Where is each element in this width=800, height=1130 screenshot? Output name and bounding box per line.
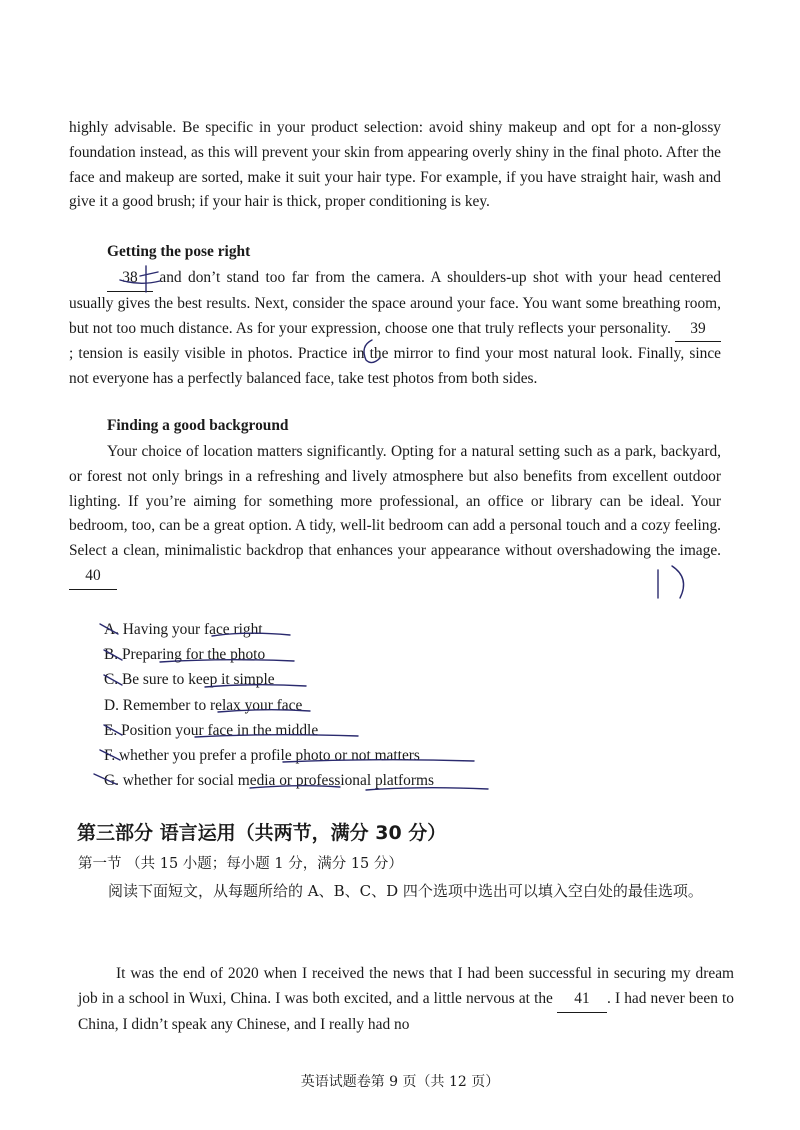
background-text: Your choice of location matters significantly. Opting for a natural setting such as a park, backyard, or forest not only brings in a refreshing and lively atmosphere but also benefits from excellent outdoor lighting. If you’re aiming for something more professional, an office or library can be ideal. Your bedroom, too, can be a great option. A tidy, well-lit bedroom can add a personal touch and a cozy feeling. Select a clean, minimalistic backdrop that enhances your appearance without overshadowing the image. bbox=[69, 443, 721, 560]
option-a[interactable]: A. Having your face right bbox=[104, 621, 263, 638]
background-paragraph bbox=[69, 440, 721, 590]
option-d[interactable]: D. Remember to relax your face bbox=[104, 696, 303, 714]
section1-title: 第一节 （共 15 小题；每小题 1 分，满分 15 分） bbox=[78, 856, 403, 872]
blank-39[interactable]: 39 bbox=[675, 317, 721, 343]
option-g[interactable]: G. whether for social media or professional platforms bbox=[104, 772, 434, 790]
blank-40[interactable]: 40 bbox=[69, 564, 117, 590]
options-list bbox=[104, 617, 434, 793]
pose-text-1: and don’t stand too far from the camera. A shoulders-up shot with your head centered usually gives the best results. Next, consider the space around your face. You want some breathing room, but not too much distance. As for your expression, choose one that truly reflects your personality. bbox=[69, 269, 721, 337]
blank-38[interactable]: 38 bbox=[107, 266, 153, 292]
part3-instruction: 阅读下面短文，从每题所给的 A、B、C、D 四个选项中选出可以填入空白处的最佳选项。 bbox=[108, 882, 703, 900]
intro-text: highly advisable. Be specific in your product selection: avoid shiny makeup and opt for a non-glossy foundation instead, as this will prevent your skin from appearing overly shiny in the final photo. After the face and makeup are sorted, make it suit your hair type. For example, if you have straight hair, wash and give it a good brush; if your hair is thick, proper conditioning is key. bbox=[69, 119, 721, 211]
option-e[interactable]: E. Position your face in the middle bbox=[104, 721, 319, 739]
intro-paragraph bbox=[69, 116, 721, 215]
pose-text-2: ; tension is easily visible in photos. Practice in the mirror to find your most natural look. Finally, since not everyone has a perfectly balanced face, take test photos from both sides. bbox=[69, 345, 721, 388]
pose-paragraph bbox=[69, 266, 721, 392]
heading-background: Finding a good background bbox=[107, 417, 289, 434]
story-text-1: It was the end of 2020 when I received the news that I had been successful in securing my dream job in a school in Wuxi, China. I was both excited, and a little nervous at the bbox=[78, 965, 734, 1007]
part3-title: 第三部分 语言运用（共两节，满分 30 分） bbox=[77, 822, 447, 844]
story-paragraph bbox=[78, 962, 734, 1037]
option-b[interactable]: B. Preparing for the photo bbox=[104, 646, 266, 664]
option-f[interactable]: F. whether you prefer a profile photo or not matters bbox=[104, 747, 420, 765]
page-footer: 英语试题卷第 9 页（共 12 页） bbox=[300, 1074, 500, 1090]
heading-pose: Getting the pose right bbox=[107, 243, 251, 260]
blank-41[interactable]: 41 bbox=[557, 987, 607, 1013]
option-c[interactable]: C. Be sure to keep it simple bbox=[104, 671, 275, 689]
story-text-2: . I had never been to China, I didn’t speak any Chinese, and I really had no bbox=[78, 989, 734, 1033]
